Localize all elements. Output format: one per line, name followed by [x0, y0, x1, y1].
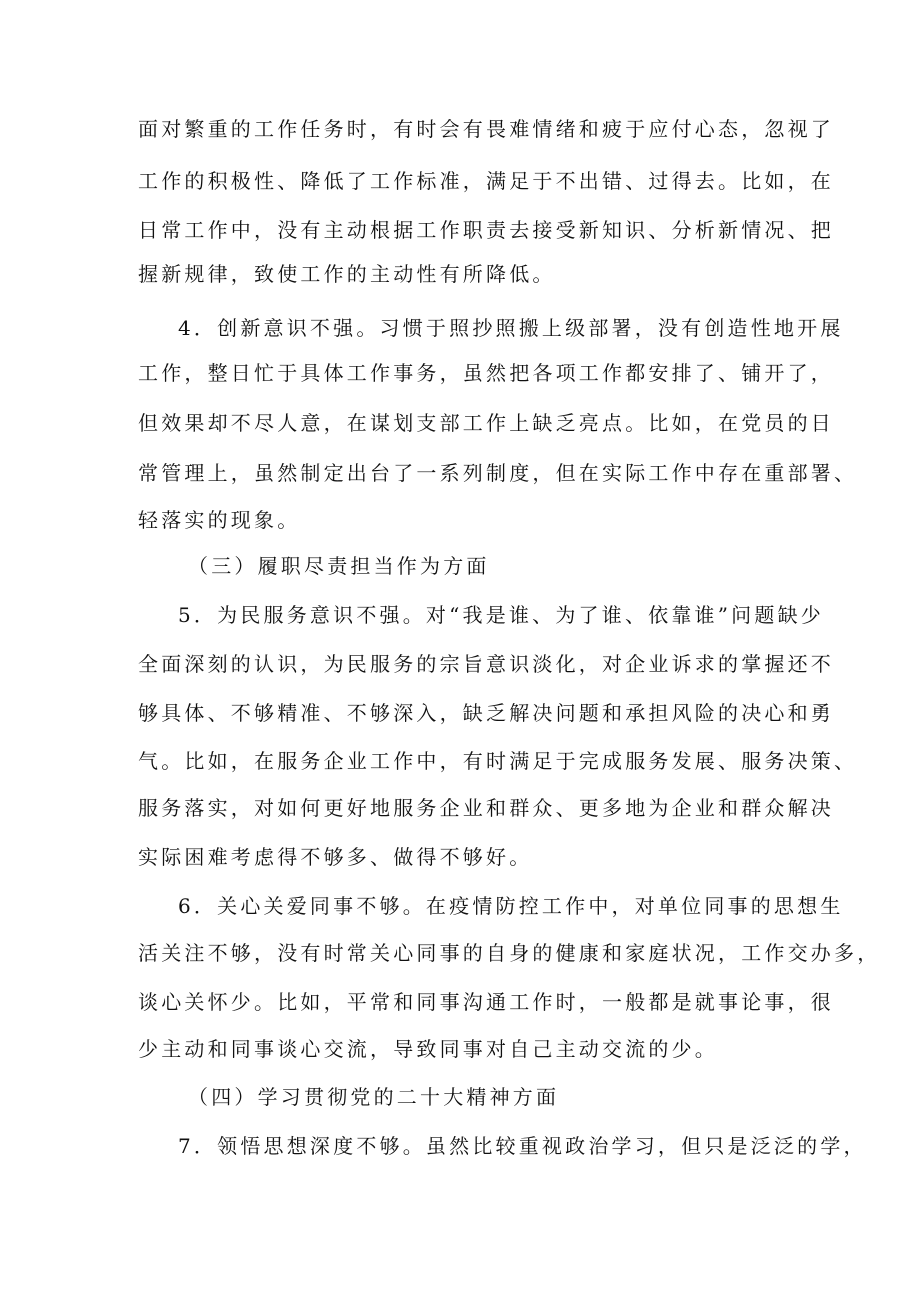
- section-heading-3: （三）履职尽责担当作为方面: [188, 554, 490, 578]
- text-line: 握新规律，致使工作的主动性有所降低。: [138, 262, 556, 286]
- text-line: 实际困难考虑得不够多、做得不够好。: [138, 845, 533, 869]
- text-line: 工作，整日忙于具体工作事务，虽然把各项工作都安排了、铺开了，: [138, 361, 834, 385]
- numbered-item-4: 4．创新意识不强。习惯于照抄照搬上级部署，没有创造性地开展: [178, 316, 844, 340]
- text-line: 少主动和同事谈心交流，导致同事对自己主动交流的少。: [138, 1037, 718, 1061]
- numbered-item-6: 6．关心关爱同事不够。在疫情防控工作中，对单位同事的思想生: [178, 894, 844, 918]
- text-line: 气。比如，在服务企业工作中，有时满足于完成服务发展、服务决策、: [138, 749, 858, 773]
- numbered-item-5: 5．为民服务意识不强。对“我是谁、为了谁、依靠谁”问题缺少: [178, 603, 824, 627]
- text-line: 日常工作中，没有主动根据工作职责去接受新知识、分析新情况、把: [138, 218, 834, 242]
- text-line: 工作的积极性、降低了工作标准，满足于不出错、过得去。比如，在: [138, 169, 834, 193]
- text-line: 服务落实，对如何更好地服务企业和群众、更多地为企业和群众解决: [138, 796, 834, 820]
- section-heading-4: （四）学习贯彻党的二十大精神方面: [188, 1085, 560, 1109]
- text-line: 但效果却不尽人意，在谋划支部工作上缺乏亮点。比如，在党员的日: [138, 411, 834, 435]
- text-line: 活关注不够，没有时常关心同事的自身的健康和家庭状况，工作交办多，: [138, 941, 881, 965]
- text-line: 面对繁重的工作任务时，有时会有畏难情绪和疲于应付心态，忽视了: [138, 117, 834, 141]
- numbered-item-7: 7．领悟思想深度不够。虽然比较重视政治学习，但只是泛泛的学，: [178, 1134, 867, 1158]
- text-line: 全面深刻的认识，为民服务的宗旨意识淡化，对企业诉求的掌握还不: [138, 652, 834, 676]
- text-line: 轻落实的现象。: [138, 508, 301, 532]
- text-line: 够具体、不够精准、不够深入，缺乏解决问题和承担风险的决心和勇: [138, 701, 834, 725]
- text-line: 谈心关怀少。比如，平常和同事沟通工作时，一般都是就事论事，很: [138, 990, 834, 1014]
- text-line: 常管理上，虽然制定出台了一系列制度，但在实际工作中存在重部署、: [138, 461, 858, 485]
